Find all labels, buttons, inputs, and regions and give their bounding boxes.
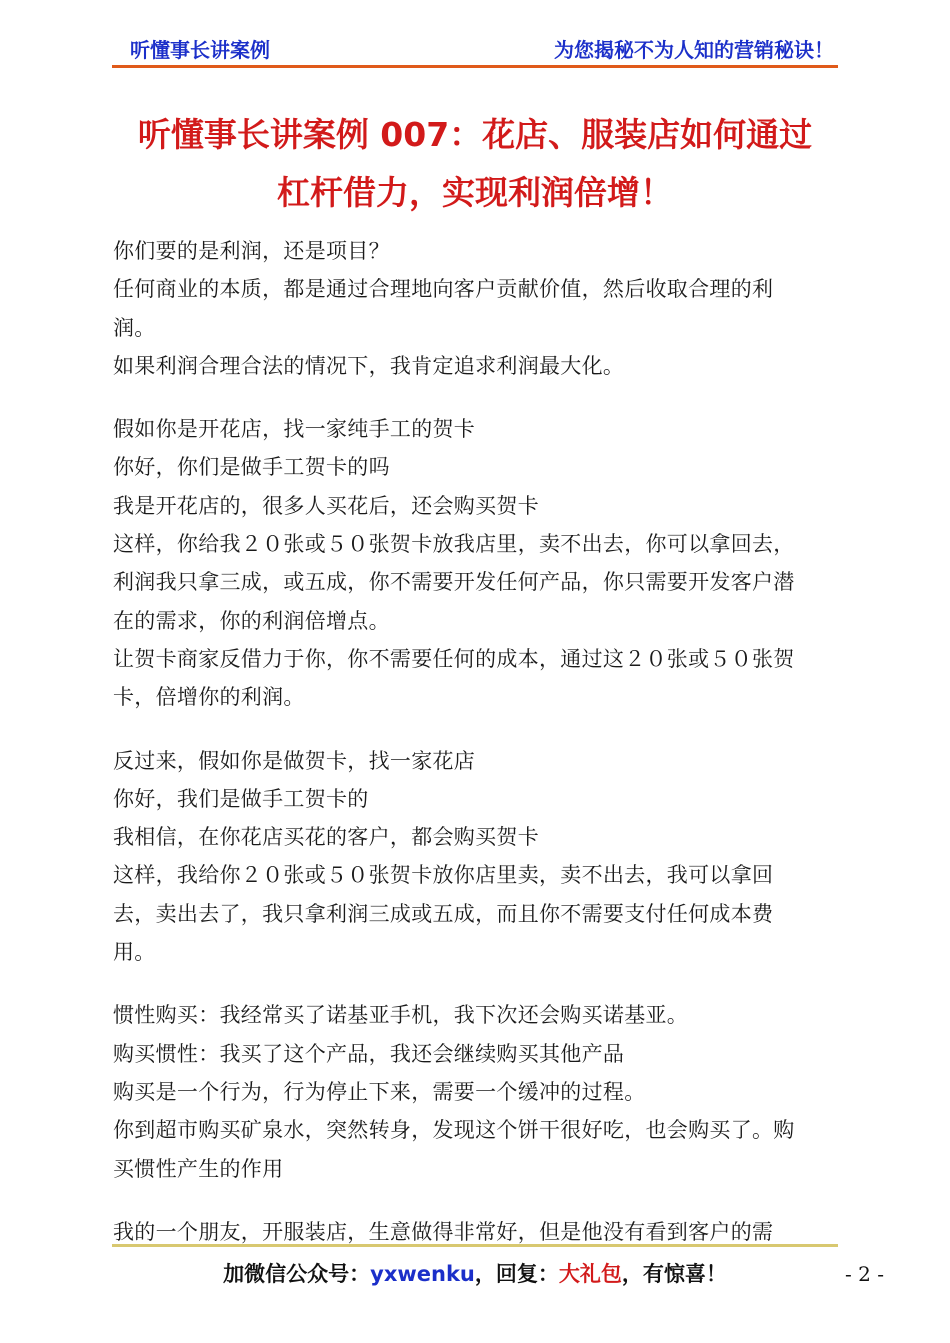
text-line: 购买是一个行为，行为停止下来，需要一个缓冲的过程。 <box>113 1079 646 1104</box>
paragraph <box>113 232 840 385</box>
header-left-text: 听懂事长讲案例 <box>130 38 270 62</box>
text-line: 用。 <box>113 940 156 965</box>
text-line: 利润我只拿三成，或五成，你不需要开发任何产品，你只需要开发客户潜 <box>113 570 795 595</box>
text-line: 你到超市购买矿泉水，突然转身，发现这个饼干很好吃，也会购买了。购 <box>113 1118 795 1143</box>
paragraph <box>113 742 840 972</box>
footer-prefix: 加微信公众号： <box>223 1262 371 1286</box>
text-line: 你好，我们是做手工贺卡的 <box>113 786 369 811</box>
title-line-2: 杠杆借力，实现利润倍增！ <box>277 173 673 212</box>
text-line: 我是开花店的，很多人买花后，还会购买贺卡 <box>113 493 539 518</box>
header-divider <box>112 65 838 68</box>
page-header <box>112 32 838 68</box>
text-line: 如果利润合理合法的情况下，我肯定追求利润最大化。 <box>113 353 625 378</box>
text-line: 在的需求，你的利润倍增点。 <box>113 608 390 633</box>
text-line: 我相信，在你花店买花的客户，都会购买贺卡 <box>113 825 539 850</box>
text-line: 反过来，假如你是做贺卡，找一家花店 <box>113 748 476 773</box>
text-line: 去，卖出去了，我只拿利润三成或五成，而且你不需要支付任何成本费 <box>113 901 774 926</box>
text-line: 任何商业的本质，都是通过合理地向客户贡献价值，然后收取合理的利 <box>113 277 774 302</box>
paragraph <box>113 410 840 716</box>
page-footer <box>0 1258 950 1288</box>
text-line: 润。 <box>113 315 156 340</box>
text-line: 你们要的是利润，还是项目？ <box>113 239 390 263</box>
text-line: 惯性购买：我经常买了诺基亚手机，我下次还会购买诺基亚。 <box>113 1003 689 1028</box>
page-title <box>100 106 850 222</box>
gift-keyword: 大礼包 <box>558 1262 622 1286</box>
header-right-text: 为您揭秘不为人知的营销秘诀！ <box>554 38 834 62</box>
footer-divider <box>112 1244 838 1247</box>
footer-suffix: ，有惊喜！ <box>621 1262 727 1286</box>
text-line: 我的一个朋友，开服装店，生意做得非常好，但是他没有看到客户的需 <box>113 1219 774 1244</box>
text-line: 这样，我给你２０张或５０张贺卡放你店里卖，卖不出去，我可以拿回 <box>113 863 774 888</box>
page-number: - 2 - <box>845 1262 884 1286</box>
text-line: 卡，倍增你的利润。 <box>113 685 305 710</box>
title-line-1: 听懂事长讲案例 007：花店、服装店如何通过 <box>137 115 813 154</box>
wechat-account: yxwenku <box>370 1262 475 1286</box>
text-line: 让贺卡商家反借力于你，你不需要任何的成本，通过这２０张或５０张贺 <box>113 646 795 671</box>
article-body <box>113 232 840 1276</box>
paragraph <box>113 996 840 1187</box>
footer-middle: ，回复： <box>474 1262 559 1286</box>
text-line: 购买惯性：我买了这个产品，我还会继续购买其他产品 <box>113 1041 625 1066</box>
text-line: 这样，你给我２０张或５０张贺卡放我店里，卖不出去，你可以拿回去， <box>113 532 795 557</box>
text-line: 假如你是开花店，找一家纯手工的贺卡 <box>113 417 476 442</box>
text-line: 你好，你们是做手工贺卡的吗 <box>113 455 390 480</box>
text-line: 买惯性产生的作用 <box>113 1156 284 1181</box>
